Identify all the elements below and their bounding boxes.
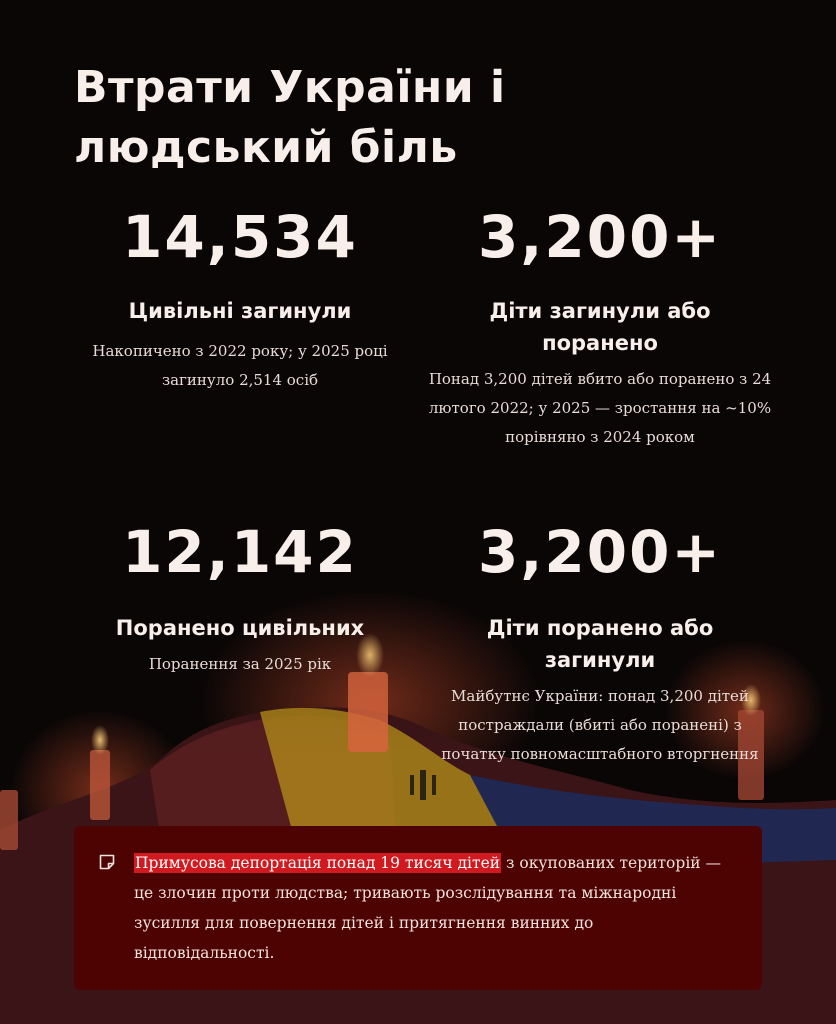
stat-label: Поранено цивільних (115, 616, 365, 640)
stat-value: 12,142 (122, 518, 358, 586)
stat-card-civilians-killed (70, 205, 410, 395)
callout-highlight: Примусова депортація понад 19 тисяч дітей (135, 854, 501, 872)
callout-body: з окупованих територій — це злочин проти людства; тривають розслідування та міжнародні зусилля для повернення дітей і притягнення винних до відповідальності. (134, 854, 722, 962)
stat-value: 3,200+ (477, 203, 723, 271)
stat-card-children-injured-killed (420, 520, 780, 769)
stat-label: Цивільні загинули (128, 299, 352, 323)
stat-description: Поранення за 2025 рік (148, 655, 332, 673)
stat-label: Діти загинули або поранено (489, 299, 711, 355)
stat-description: Понад 3,200 дітей вбито або поранено з 24 лютого 2022; у 2025 — зростання на ~10% порівняно з 2024 роком (428, 370, 772, 446)
note-icon (98, 853, 116, 871)
stat-description: Накопичено з 2022 року; у 2025 році загинуло 2,514 осіб (92, 342, 388, 389)
stat-value: 3,200+ (477, 518, 723, 586)
deportation-callout (74, 826, 762, 990)
stat-card-civilians-injured (70, 520, 410, 679)
stat-description: Майбутнє України: понад 3,200 дітей постраждали (вбиті або поранені) з початку повномасштабного вторгнення (441, 687, 759, 763)
stat-label: Діти поранено або загинули (486, 616, 714, 672)
stat-card-children-casualties (420, 205, 780, 452)
page-title: Втрати України і людський біль (74, 62, 506, 173)
callout-text (134, 848, 734, 968)
stat-value: 14,534 (122, 203, 358, 271)
